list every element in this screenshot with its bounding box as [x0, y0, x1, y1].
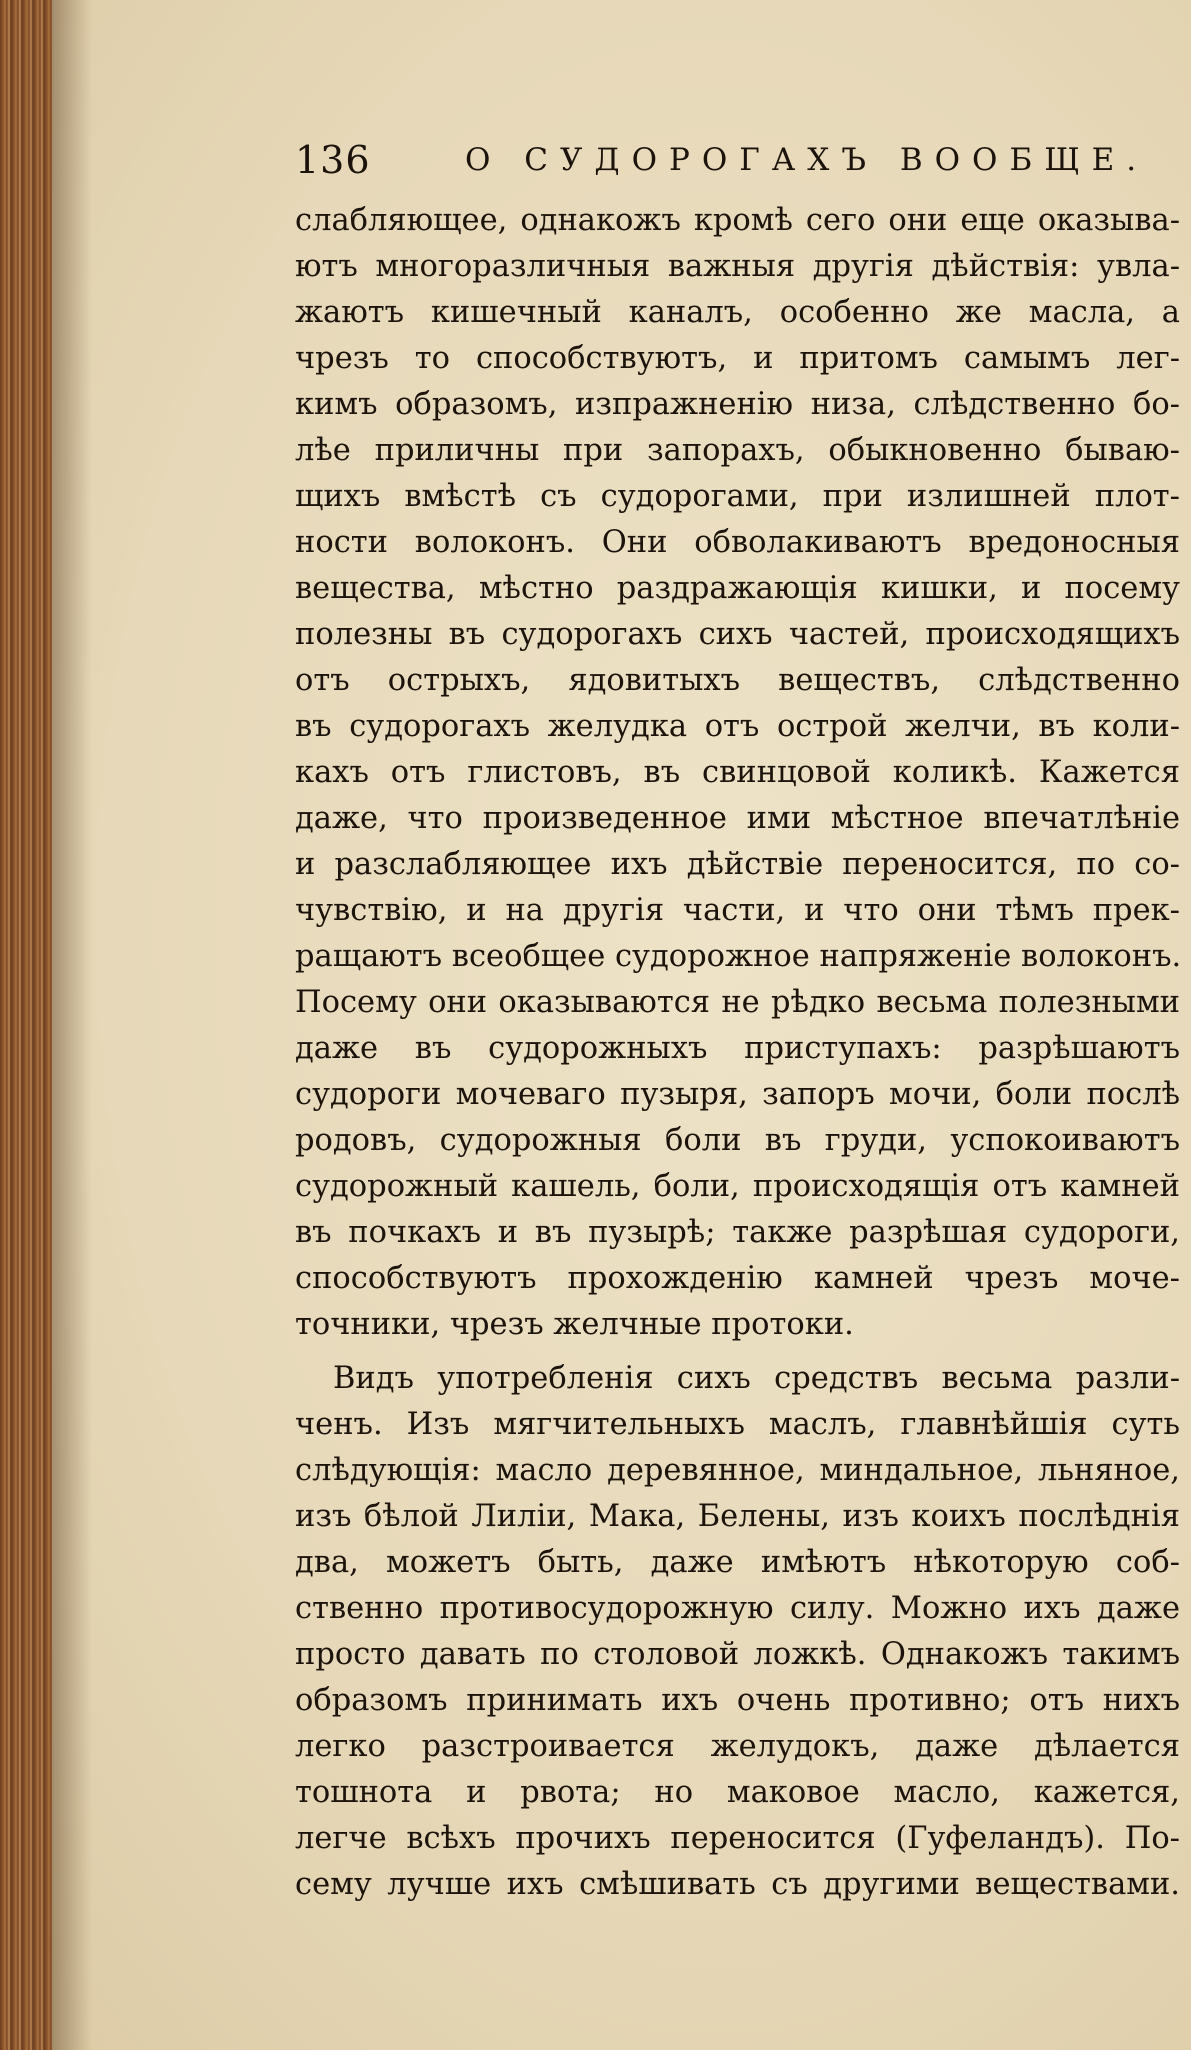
text-line: чрезъ то способствуютъ, и притомъ самымъ лег- — [295, 341, 1180, 376]
text-line: сему лучше ихъ смѣшивать съ другими веществами. — [295, 1867, 1180, 1902]
text-line: полезны въ судорогахъ сихъ частей, происходящихъ — [295, 617, 1180, 652]
text-line: точники, чрезъ желчные протоки. — [295, 1307, 854, 1342]
text-line: кахъ отъ глистовъ, въ свинцовой коликѣ. Кажется — [295, 755, 1180, 790]
text-line: и разслабляющее ихъ дѣйствіе переносится, по со- — [295, 847, 1180, 882]
text-line: судорожный кашель, боли, происходящія отъ камней — [295, 1169, 1180, 1204]
book-spine — [0, 0, 52, 2050]
text-line: два, можетъ быть, даже имѣютъ нѣкоторую соб- — [295, 1545, 1180, 1580]
text-line: въ судорогахъ желудка отъ острой желчи, въ коли- — [295, 709, 1180, 744]
text-line: отъ острыхъ, ядовитыхъ веществъ, слѣдственно — [295, 663, 1180, 698]
text-line: Посему они оказываются не рѣдко весьма полезными — [295, 985, 1180, 1020]
text-line: даже, что произведенное ими мѣстное впечатлѣніе — [295, 801, 1180, 836]
body-text — [295, 198, 1180, 1908]
text-line: кимъ образомъ, изпражненію низа, слѣдственно бо- — [295, 387, 1180, 422]
text-line: слѣдующія: масло деревянное, миндальное, льняное, — [295, 1453, 1180, 1488]
page-header — [295, 138, 1149, 188]
text-line: ности волоконъ. Они обволакиваютъ вредоносныя — [295, 525, 1180, 560]
text-line: способствуютъ прохожденію камней чрезъ моче- — [295, 1261, 1180, 1296]
paragraph-1 — [295, 198, 1180, 1348]
text-line: изъ бѣлой Лиліи, Мака, Белены, изъ коихъ послѣднія — [295, 1499, 1180, 1534]
text-line: лѣе приличны при запорахъ, обыкновенно бываю- — [295, 433, 1180, 468]
text-line: щихъ вмѣстѣ съ судорогами, при излишней плот- — [295, 479, 1180, 514]
text-line: въ почкахъ и въ пузырѣ; также разрѣшая судороги, — [295, 1215, 1180, 1250]
text-line: легко разстроивается желудокъ, даже дѣлается — [295, 1729, 1180, 1764]
text-line: жаютъ кишечный каналъ, особенно же масла, а — [295, 295, 1180, 330]
text-line: даже въ судорожныхъ приступахъ: разрѣшаютъ — [295, 1031, 1180, 1066]
gutter-shadow — [52, 0, 92, 2050]
text-line: чувствію, и на другія части, и что они тѣмъ прек- — [295, 893, 1180, 928]
text-line: ютъ многоразличныя важныя другія дѣйствія: увла- — [295, 249, 1180, 284]
text-line: Видъ употребленія сихъ средствъ весьма разли- — [333, 1361, 1180, 1396]
running-head: О СУДОРОГАХЪ ВООБЩЕ. — [465, 142, 1149, 178]
text-line: тошнота и рвота; но маковое масло, кажется, — [295, 1775, 1180, 1810]
text-line: вещества, мѣстно раздражающія кишки, и посему — [295, 571, 1180, 606]
page-number: 136 — [295, 138, 371, 182]
text-line: родовъ, судорожныя боли въ груди, успокоиваютъ — [295, 1123, 1180, 1158]
text-line: просто давать по столовой ложкѣ. Однакожъ такимъ — [295, 1637, 1180, 1672]
text-line: образомъ принимать ихъ очень противно; отъ нихъ — [295, 1683, 1180, 1718]
text-line: легче всѣхъ прочихъ переносится (Гуфеландъ). По- — [295, 1821, 1180, 1856]
text-line: ственно противосудорожную силу. Можно ихъ даже — [295, 1591, 1180, 1626]
text-line: ращаютъ всеобщее судорожное напряженіе волоконъ. — [295, 939, 1182, 974]
text-line: слабляющее, однакожъ кромѣ сего они еще оказыва- — [295, 203, 1180, 238]
text-line: судороги мочеваго пузыря, запоръ мочи, боли послѣ — [295, 1077, 1180, 1112]
paragraph-2 — [295, 1356, 1180, 1908]
text-line: ченъ. Изъ мягчительныхъ маслъ, главнѣйшія суть — [295, 1407, 1180, 1442]
